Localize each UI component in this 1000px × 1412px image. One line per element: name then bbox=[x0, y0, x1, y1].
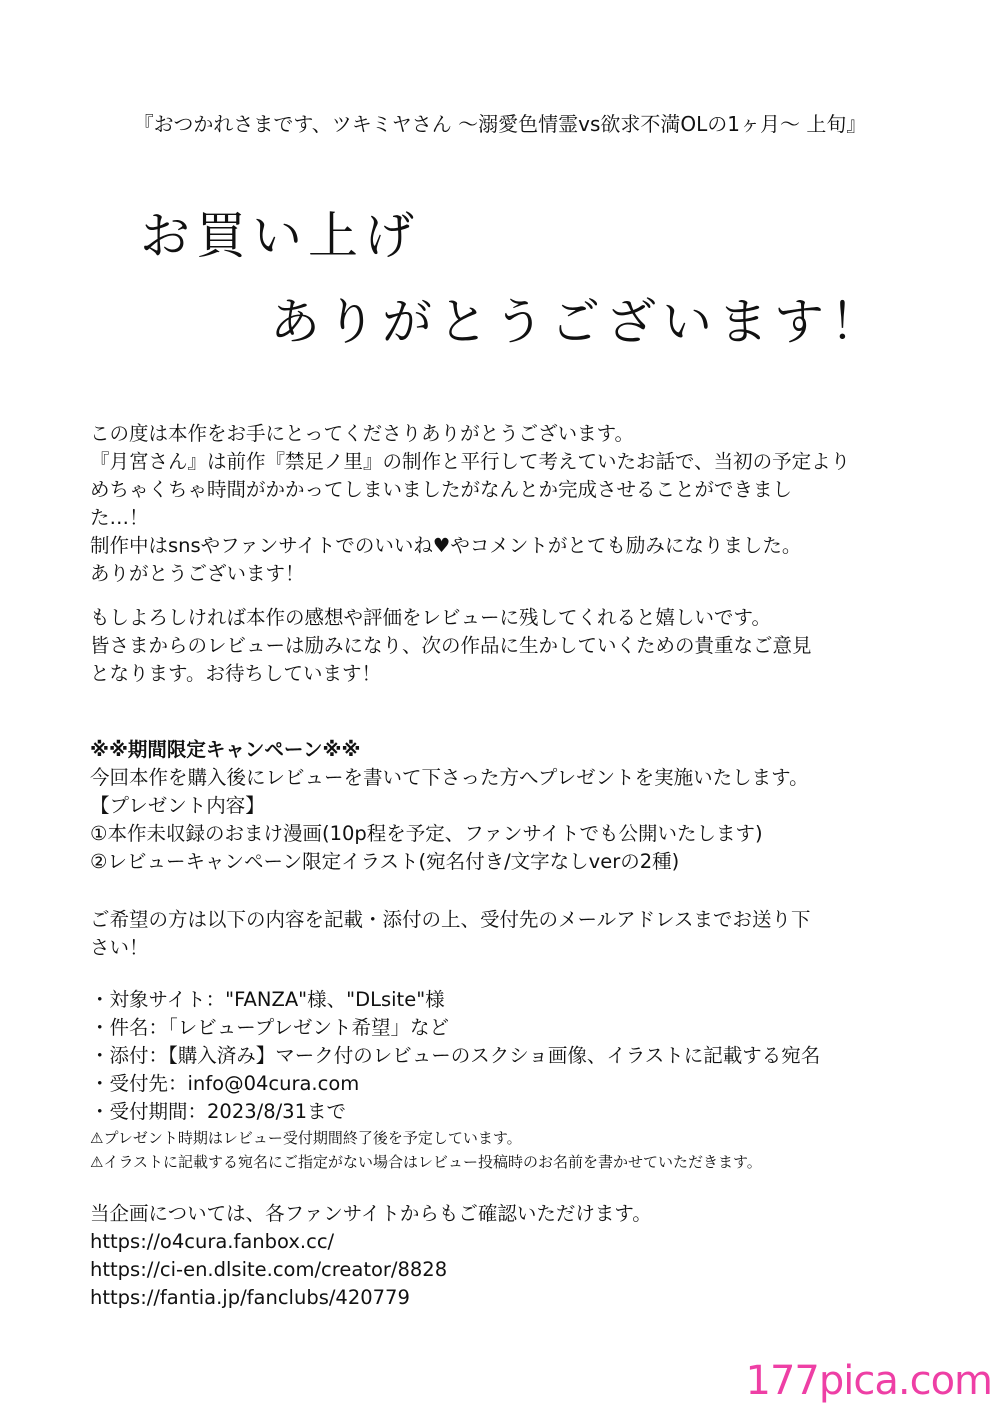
detail-item: ・添付：【購入済み】マーク付のレビューのスクショ画像、イラストに記載する宛名 bbox=[90, 1044, 821, 1067]
greeting-line-2: ありがとうございます！ bbox=[270, 293, 886, 351]
links-intro: 当企画については、各ファンサイトからもご確認いただけます。 bbox=[90, 1202, 652, 1225]
detail-item: ・受付期間：2023/8/31まで bbox=[90, 1100, 346, 1123]
work-title: 『おつかれさまです、ツキミヤさん 〜溺愛色情霊vs欲求不満OLの1ヶ月〜 上旬』 bbox=[133, 112, 867, 136]
detail-item: ・受付先：info@04cura.com bbox=[90, 1072, 360, 1095]
text-line: ②レビューキャンペーン限定イラスト(宛名付き/文字なしverの2種) bbox=[90, 850, 680, 873]
instructions-paragraph bbox=[90, 906, 920, 962]
text-line: となります。お待ちしています！ bbox=[90, 662, 381, 685]
site-watermark: 177pica.com bbox=[745, 1358, 992, 1404]
links-section bbox=[90, 1200, 920, 1312]
text-line: 【プレゼント内容】 bbox=[90, 794, 265, 817]
detail-item: ・件名：「レビュープレゼント希望」など bbox=[90, 1016, 449, 1039]
text-line: 『月宮さん』は前作『禁足ノ里』の制作と平行して考えていたお話で、当初の予定より bbox=[90, 450, 851, 473]
text-line: めちゃくちゃ時間がかかってしまいましたがなんとか完成させることができまし bbox=[90, 478, 793, 501]
fanbox-link[interactable]: https://o4cura.fanbox.cc/ bbox=[90, 1230, 335, 1253]
greeting-line-1: お買い上げ bbox=[140, 207, 420, 265]
campaign-section bbox=[90, 736, 920, 876]
text-line: この度は本作をお手にとってくださりありがとうございます。 bbox=[90, 422, 635, 445]
text-line: もしよろしければ本作の感想や評価をレビューに残してくれると嬉しいです。 bbox=[90, 606, 771, 629]
detail-item: ・対象サイト："FANZA"様、"DLsite"様 bbox=[90, 988, 445, 1011]
text-line: 皆さまからのレビューは励みになり、次の作品に生かしていくための貴重なご意見 bbox=[90, 634, 812, 657]
text-line: 制作中はsnsやファンサイトでのいいね♥やコメントがとても励みになりました。 bbox=[90, 534, 802, 557]
text-line: ご希望の方は以下の内容を記載・添付の上、受付先のメールアドレスまでお送り下 bbox=[90, 908, 811, 931]
warning-note: ⚠プレゼント時期はレビュー受付期間終了後を予定しています。 bbox=[90, 1129, 522, 1147]
text-line: ①本作未収録のおまけ漫画(10p程を予定、ファンサイトでも公開いたします) bbox=[90, 822, 763, 845]
review-paragraph bbox=[90, 604, 920, 688]
warning-note: ⚠イラストに記載する宛名にご指定がない場合はレビュー投稿時のお名前を書かせていただきます。 bbox=[90, 1153, 762, 1171]
text-line: ありがとうございます！ bbox=[90, 562, 305, 585]
text-line: た…！ bbox=[90, 506, 149, 529]
text-line: 今回本作を購入後にレビューを書いて下さった方へプレゼントを実施いたします。 bbox=[90, 766, 809, 789]
fantia-link[interactable]: https://fantia.jp/fanclubs/420779 bbox=[90, 1286, 410, 1309]
campaign-heading: ※※期間限定キャンペーン※※ bbox=[90, 738, 361, 761]
text-line: さい！ bbox=[90, 936, 149, 959]
details-list bbox=[90, 986, 920, 1174]
intro-paragraph bbox=[90, 420, 920, 588]
ci-en-link[interactable]: https://ci-en.dlsite.com/creator/8828 bbox=[90, 1258, 448, 1281]
